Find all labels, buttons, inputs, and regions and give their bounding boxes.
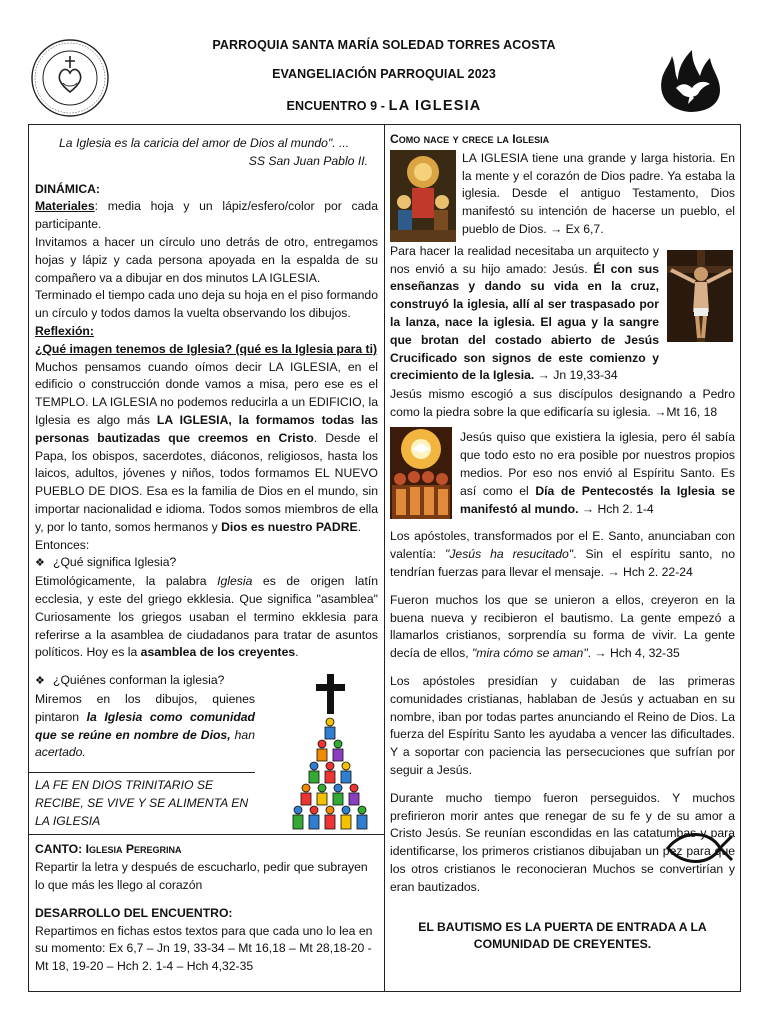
- question-who: [35, 672, 255, 691]
- meaning-end: .: [295, 645, 299, 660]
- architect-text-bold: Él con sus enseñanzas y dando su vida en la cruz, construyó la iglesia, allí al ser traspasado por la lanza, nace la iglesia. El agua y la sangre que brotan del costado abierto de Jesús Crucificado son signos de este comienzo y crecimiento de la Iglesia.: [390, 261, 659, 383]
- peter-paragraph: Jesús mismo escogió a sus discípulos designando a Pedro como la piedra sobre la que edificaría su iglesia. →Mt 16, 18: [390, 386, 735, 419]
- reflexion-heading: Reflexión:: [35, 323, 94, 338]
- diamond-bullet-icon: ❖: [35, 675, 45, 688]
- communities-paragraph: Los apóstoles presidían y cuidaban de las primeras comunidades cristianas, hablaban de Jesús y actuaban en su nombre, iban por todas partes anunciando el Reino de Dios. La fuerza del Espíritu Santo les ayudaba a vencer las dificultades. Y a soportar con paciencia las persecuciones que sufrían por seguir a Jesús.: [390, 673, 735, 777]
- meaning-text-a: Etimológicamente, la palabra: [35, 574, 218, 589]
- pentecost-text-a: Jesús quiso que existiera la iglesia, pero él sabía que todo esto no era posible por nuestros propios medios. Por eso nos envió al Espíritu Santo. Es así como el: [460, 430, 735, 498]
- materiales-text: : media hoja y un lápiz/esfero/color por cada participante.: [35, 199, 378, 232]
- canto-line: [35, 841, 378, 859]
- materiales-label: Materiales: [35, 199, 95, 214]
- meaning-word-iglesia: Iglesia: [217, 574, 253, 589]
- meaning-bold: asamblea de los creyentes: [140, 645, 296, 660]
- apostles-text-a: Los apóstoles, transformados por el E. Santo, anunciaban con valentía:: [390, 529, 735, 562]
- christians-text-a: Fueron muchos los que se unieron a ellos, creyeron en la buena nueva y recibieron el bautismo. La gente empezó a llamarlos cristianos, sorprendía su forma de vivir. La gente decía de ellos,: [390, 592, 735, 661]
- dinamica-paragraph-2: Terminado el tiempo cada uno deja su hoja en el piso formando un círculo y todos damos la vuelta observando los dibujos.: [35, 288, 378, 321]
- pentecost-painting-image: [390, 427, 452, 519]
- quote-author: SS San Juan Pablo II.: [248, 153, 368, 168]
- meaning-paragraph: [35, 573, 378, 662]
- right-heading: Como nace y crece la Iglesia: [390, 132, 550, 146]
- column-divider: [384, 124, 385, 992]
- christians-paragraph: [390, 592, 735, 663]
- ichthys-fish-icon: [662, 828, 734, 868]
- question-who-text: ¿Quiénes conforman la iglesia?: [53, 673, 225, 688]
- canto-instructions: Repartir la letra y después de escucharlo, pedir que subrayen lo que más les llego al corazón: [35, 860, 368, 893]
- trinity-painting-image: [390, 150, 456, 242]
- pentecost-text-bold: Día de Pentecostés la Iglesia se manifestó al mundo.: [460, 483, 735, 516]
- reflexion-text-a: Muchos pensamos cuando oímos decir LA IGLESIA, en el edificio o construcción donde vamos a misa, pero ese es el TEMPLO. LA IGLESIA no podemos reducirla a un EDIFICIO, la Iglesia es algo más: [35, 359, 378, 427]
- crucified-christ-image: [667, 250, 733, 342]
- faith-box-text: LA FE EN DIOS TRINITARIO SE RECIBE, SE VIVE Y SE ALIMENTA EN LA IGLESIA: [35, 778, 249, 828]
- desarrollo-text: Repartimos en fichas estos textos para que cada uno lo lea en su momento: Ex 6,7 – Jn 19, 33-34 – Mt 16,18 – Mt 28,18-20 - Mt 18, 19-20 – Hch 2. 1-4 – Hch 4,32-35: [35, 923, 373, 974]
- reflexion-text-father: Dios es nuestro PADRE: [221, 519, 358, 534]
- desarrollo-heading: DESARROLLO DEL ENCUENTRO:: [35, 905, 233, 920]
- opening-quote: La Iglesia es la caricia del amor de Dios al mundo". ...: [59, 136, 350, 150]
- question-meaning: [35, 554, 378, 573]
- closing-line-2: COMUNIDAD DE CREYENTES.: [473, 937, 652, 952]
- apostles-quote: "Jesús ha resucitado": [445, 547, 574, 562]
- entonces-label: Entonces:: [35, 537, 90, 552]
- architect-text-a: Para hacer la realidad necesitaba un arquitecto y nos envió a su hijo amado: Jesús.: [390, 243, 659, 276]
- who-text-c: han acertado.: [35, 727, 255, 760]
- holy-spirit-flame-icon: [650, 48, 730, 114]
- reflexion-text-end: .: [357, 519, 362, 534]
- canto-title: Iglesia Peregrina: [85, 842, 182, 857]
- reflexion-paragraph: [35, 359, 378, 537]
- meaning-text-b: es de origen latín ecclesia, y este del griego ekklesia. Que significa "asamblea" Curiosamente los griegos usaban el termino ekklesia para referirse a la asamblea de ciudadanos para tratar de asuntos políticos. Hoy es la: [35, 574, 378, 660]
- apostles-paragraph: [390, 528, 735, 581]
- encounter-topic: LA IGLESIA: [388, 98, 482, 114]
- dinamica-paragraph-1: Invitamos a hacer un círculo uno detrás de otro, entregamos hojas y lápiz y cada persona apoyada en la espalda de su compañero va a dibujar en dos minutos LA IGLESIA.: [35, 234, 378, 285]
- who-paragraph: [35, 691, 255, 762]
- encounter-number: ENCUENTRO 9 -: [286, 99, 389, 113]
- question-image-of-church: ¿Qué imagen tenemos de Iglesia? (qué es la Iglesia para ti): [35, 341, 378, 356]
- dinamica-heading: DINÁMICA:: [35, 181, 100, 196]
- program-title: EVANGELIACIÓN PARROQUIAL 2023: [272, 67, 496, 81]
- question-meaning-text: ¿Qué significa Iglesia?: [53, 555, 177, 570]
- canto-label: CANTO:: [35, 842, 86, 857]
- cross-human-tower-illustration: [292, 672, 370, 840]
- persecution-paragraph: Durante mucho tiempo fueron perseguidos. Y muchos prefirieron morir antes que renegar de su fe y de su amor a Cristo Jesús. Se reunían escondidas en las catatumbas y para identificarse, los primeros cristianos dibujaban un pez para que los otros cristianos le reconocieran Muchos se convertirían y eran bautizados.: [390, 790, 735, 894]
- who-forms-block: [35, 672, 255, 830]
- materiales-paragraph: [35, 198, 378, 234]
- who-text-bold: la Iglesia como comunidad que se reúne en nombre de Dios,: [35, 709, 256, 742]
- apostles-text-c: . Sin el espíritu santo, no tendrían fuerzas para llevar el mensaje. → Hch 2. 22-24: [390, 547, 735, 579]
- closing-line-1: EL BAUTISMO ES LA PUERTA DE ENTRADA A LA: [418, 919, 707, 934]
- architect-reference: → Jn 19,33-34: [534, 368, 618, 383]
- history-paragraph: LA IGLESIA tiene una grande y larga historia. En la mente y el corazón de Dios padre. Ya estaba la iglesia. Desde el antiguo Testamento, Dios manifestó su intención de hacerse un pueblo, el pueblo de Dios. → Ex 6,7.: [462, 150, 735, 236]
- who-text-a: Miremos en los dibujos, quienes pintaron: [35, 691, 255, 724]
- christians-quote: "mira cómo se aman": [471, 646, 588, 661]
- left-column: [35, 135, 378, 976]
- diamond-bullet-icon: ❖: [35, 557, 45, 570]
- reflexion-text-bold: LA IGLESIA, la formamos todas las personas bautizadas que creemos en Cristo: [35, 412, 378, 445]
- parish-name: PARROQUIA SANTA MARÍA SOLEDAD TORRES ACOSTA: [212, 38, 556, 52]
- pentecost-reference: → Hch 2. 1-4: [578, 501, 654, 516]
- reflexion-text-c: . Desde el Papa, los obispos, sacerdotes, diáconos, religiosos, hasta los laicos, adultos, jóvenes y niños, todos formamos EL NUEVO PUEBLO DE DIOS. Esa es la familia de Dios en el mundo, sin importar nacionalidad e idioma. Todos somos miembros de ella y, por lo tanto, somos hermanos y: [35, 430, 379, 534]
- christians-reference: . → Hch 4, 32-35: [587, 646, 680, 661]
